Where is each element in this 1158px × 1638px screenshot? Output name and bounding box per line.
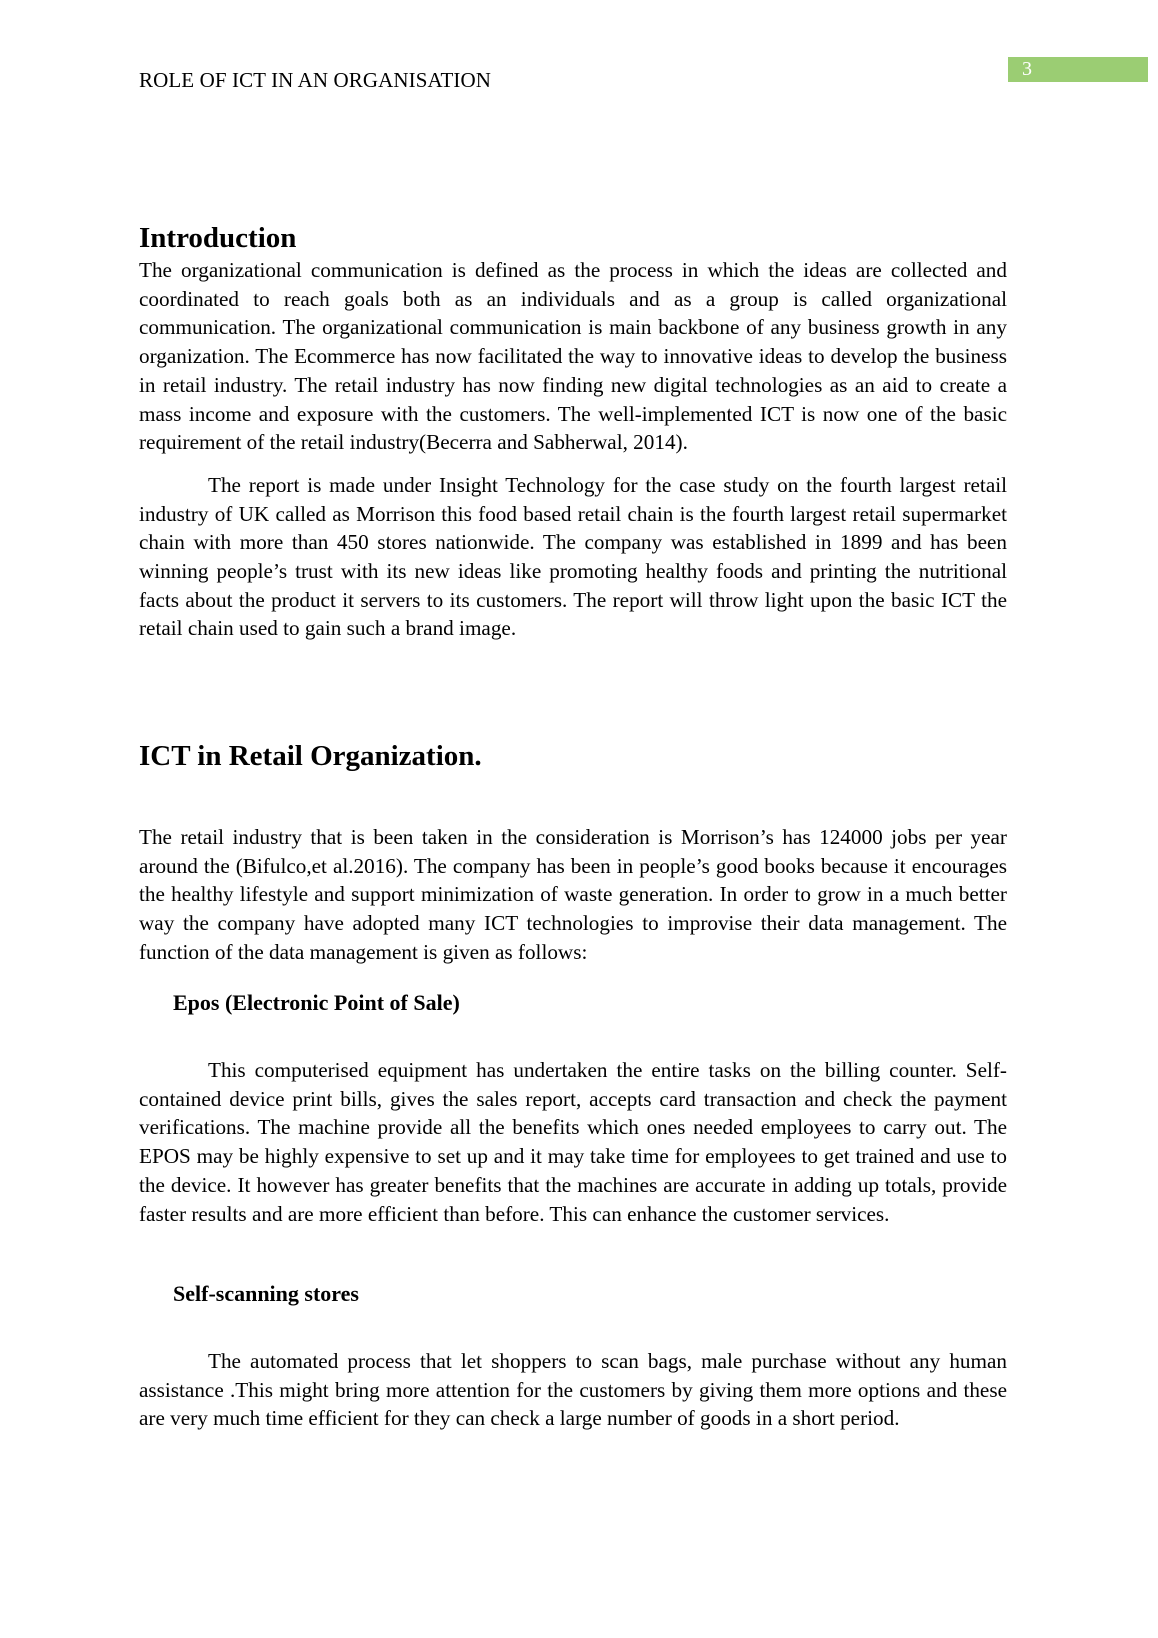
subsection-self-scanning (139, 1279, 1007, 1309)
section-introduction (139, 220, 1007, 643)
subsection-epos (139, 988, 1007, 1018)
heading-epos: Epos (Electronic Point of Sale) (173, 990, 460, 1015)
page-number-badge: 3 (1008, 57, 1148, 82)
section-ict-retail-body (139, 823, 1007, 967)
heading-introduction: Introduction (139, 222, 297, 254)
section-ict-retail (139, 738, 1007, 774)
subsection-epos-body (139, 1056, 1007, 1228)
paragraph-intro-2: The report is made under Insight Technology for the case study on the fourth largest retail industry of UK called as Morrison this food based retail chain is the fourth largest retail supermarket chain with more than 450 stores nationwide. The company was established in 1899 and has been winning people’s trust with its new ideas like promoting healthy foods and printing the nutritional facts about the product it servers to its customers. The report will throw light upon the basic ICT the retail chain used to gain such a brand image. (139, 472, 1007, 641)
running-header-title: ROLE OF ICT IN AN ORGANISATION (139, 68, 492, 92)
paragraph-self-scanning: The automated process that let shoppers to scan bags, male purchase without any human assistance .This might bring more attention for the customers by giving them more options and these are very much time efficient for they can check a large number of goods in a short period. (139, 1349, 1007, 1431)
paragraph-epos: This computerised equipment has undertaken the entire tasks on the billing counter. Self-contained device print bills, gives the sales report, accepts card transaction and check the payment verifications. The machine provide all the benefits which ones needed employees to carry out. The EPOS may be highly expensive to set up and it may take time for employees to get trained and use to the device. It however has greater benefits that the machines are accurate in adding up totals, provide faster results and are more efficient than before. This can enhance the customer services. (139, 1058, 1007, 1226)
heading-ict-retail: ICT in Retail Organization. (139, 740, 482, 772)
subsection-self-scanning-body (139, 1347, 1007, 1433)
paragraph-ict-retail: The retail industry that is been taken in the consideration is Morrison’s has 124000 jobs per year around the (Bifulco,et al.2016). The company has been in people’s good books because it encourages the healthy lifestyle and support minimization of waste generation. In order to grow in a much better way the company have adopted many ICT technologies to improvise their data management. The function of the data management is given as follows: (139, 825, 1007, 964)
heading-self-scanning: Self-scanning stores (173, 1281, 359, 1306)
paragraph-intro-1: The organizational communication is defined as the process in which the ideas are collected and coordinated to reach goals both as an individuals and as a group is called organizational communication. The organizational communication is main backbone of any business growth in any organization. The Ecommerce has now facilitated the way to innovative ideas to develop the business in retail industry. The retail industry has now finding new digital technologies as an aid to create a mass income and exposure with the customers. The well-implemented ICT is now one of the basic requirement of the retail industry(Becerra and Sabherwal, 2014). (139, 258, 1007, 455)
